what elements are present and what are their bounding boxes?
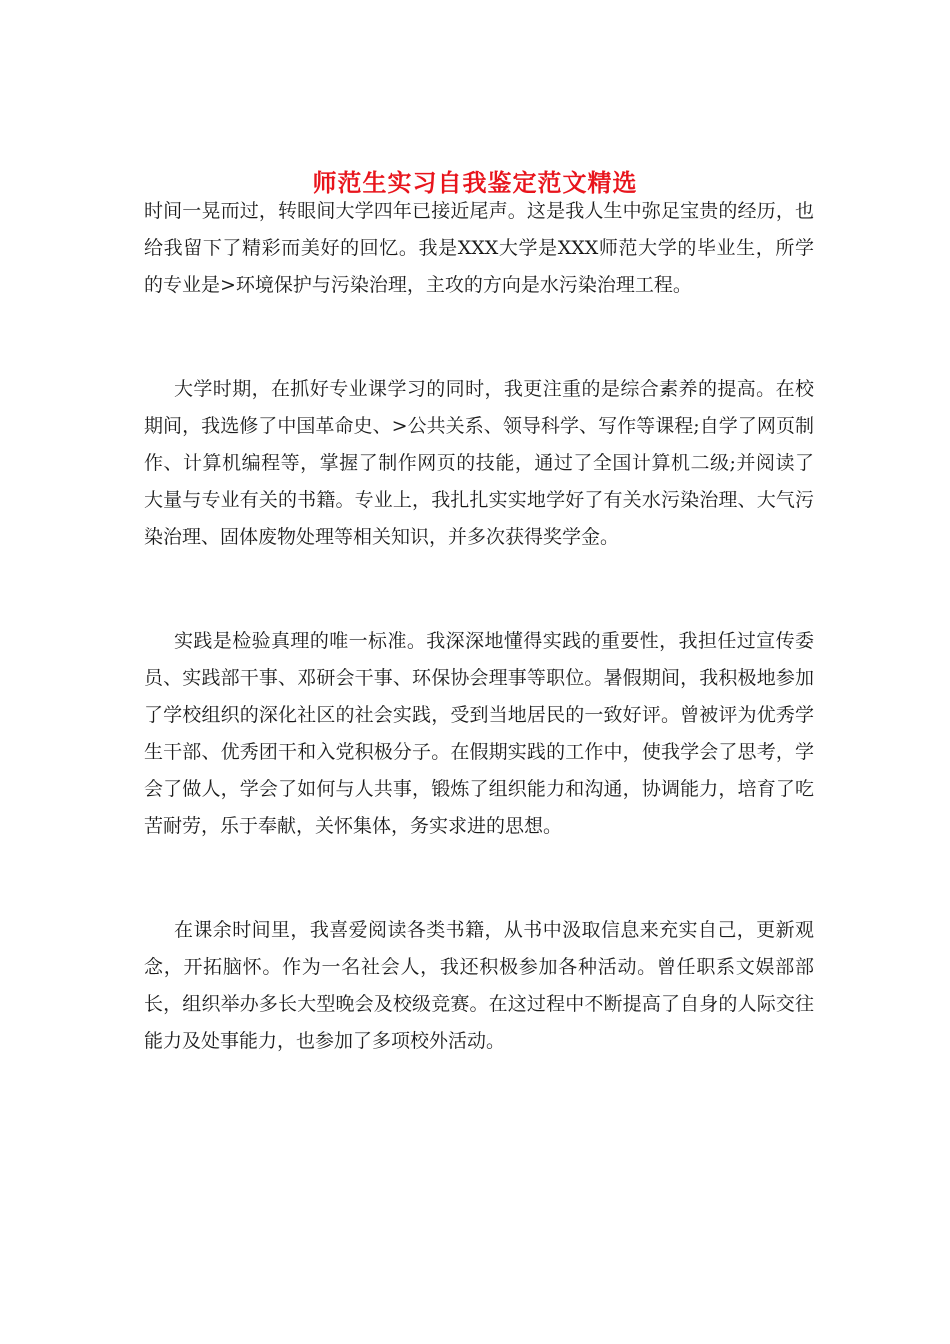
- paragraph-intro: 时间一晃而过，转眼间大学四年已接近尾声。这是我人生中弥足宝贵的经历，也给我留下了精彩而美好的回忆。我是XXX大学是XXX师范大学的毕业生，所学的专业是>环境保护与污染治理，主攻的方向是水污染治理工程。: [144, 200, 814, 296]
- paragraph-extracurricular: 在课余时间里，我喜爱阅读各类书籍，从书中汲取信息来充实自己，更新观念，开拓脑怀。作为一名社会人，我还积极参加各种活动。曾任职系文娱部部长，组织举办多长大型晚会及校级竞赛。在这过程中不断提高了自身的人际交往能力及处事能力，也参加了多项校外活动。: [144, 919, 814, 1052]
- paragraph-university-study: 大学时期，在抓好专业课学习的同时，我更注重的是综合素养的提高。在校期间，我选修了中国革命史、>公共关系、领导科学、写作等课程;自学了网页制作、计算机编程等，掌握了制作网页的技能，通过了全国计算机二级;并阅读了大量与专业有关的书籍。专业上，我扎扎实实地学好了有关水污染治理、大气污染治理、固体废物处理等相关知识，并多次获得奖学金。: [144, 378, 814, 548]
- document-title: 师范生实习自我鉴定范文精选: [312, 168, 638, 198]
- paragraph-practice: 实践是检验真理的唯一标准。我深深地懂得实践的重要性，我担任过宣传委员、实践部干事、邓研会干事、环保协会理事等职位。暑假期间，我积极地参加了学校组织的深化社区的社会实践，受到当地居民的一致好评。曾被评为优秀学生干部、优秀团干和入党积极分子。在假期实践的工作中，使我学会了思考，学会了做人，学会了如何与人共事，锻炼了组织能力和沟通，协调能力，培育了吃苦耐劳，乐于奉献，关怀集体，务实求进的思想。: [144, 630, 814, 837]
